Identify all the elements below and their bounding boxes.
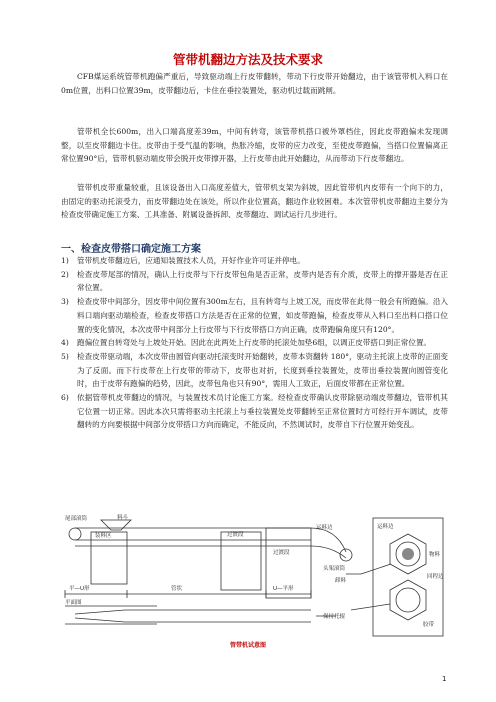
label-flat-to-u: 平—U形: [69, 586, 90, 592]
intro-paragraph-1: CFB煤运系统管带机跑偏严重后，导致驱动端上行皮带翻转，带动下行皮带开始翻边，由于该管带机入料口在0m位置，出料口位置39m，皮带翻边后，卡住在垂拉装置处，驱动机过载而跳闸。: [61, 72, 448, 95]
list-item-number: 6): [61, 393, 69, 403]
leader-line: [351, 604, 390, 610]
label-retaining-rollers: 保持托辊: [323, 614, 346, 620]
material-fill: [402, 548, 414, 560]
conveyor-schematic-figure: [61, 514, 448, 639]
lower-tube-circle: [396, 588, 420, 612]
list-item-text: 管带机皮带翻边后，应通知装置技术人员，开好作业许可证并停电。: [77, 256, 305, 265]
label-carry-edge: 运料边: [316, 525, 333, 531]
label-u-to-flat: U—平形: [273, 586, 294, 592]
leader-line: [346, 564, 391, 574]
label-discharge: 卸料: [335, 578, 347, 584]
roll-section-box: [221, 532, 261, 590]
lower-hexagon-frame: [390, 580, 426, 620]
hopper-shape: [101, 520, 131, 530]
list-item: [61, 336, 448, 350]
list-item-number: 5): [61, 351, 69, 361]
label-roll-section: 过渡段: [273, 550, 290, 556]
label-feed: 料斗: [117, 515, 129, 521]
list-item-number: 1): [61, 256, 69, 265]
list-item: [61, 350, 448, 391]
figure-caption: 管带机试意图: [229, 642, 266, 649]
label-tail-roller: 尾部滚筒: [65, 516, 88, 522]
list-item-text: 检查皮带中间部分，因皮带中间位置有300m左右，且有转弯与上坡工况，而皮带在此得一般会有所跑偏。沿入料口端向驱动端检查，检查皮带搭口方法是否在正常的位置，如皮带跑偏，检查皮带从入料口至出料口搭口位置的变化情况，本次皮带中间部分上行皮带与下行皮带搭口方向正确，皮带跑偏角度只有120°。: [77, 297, 449, 334]
intro-paragraph-2: 管带机全长600m，出入口端高度差39m，中间有转弯，该管带机搭口被外罩档住，因此皮带跑偏未发现调整，以至皮带翻边卡住。皮带由于受气温的影响，热胀冷缩，皮带的应力改变，至使皮带跑偏，当搭口位置偏离正常位置90°后，管带机驱动端皮带会脱开皮带撑开器，上行皮带由此开始翻边，从而带动下行皮带翻边。: [61, 127, 448, 164]
list-item-number: 2): [61, 269, 69, 279]
list-item: [61, 254, 448, 268]
tail-pulley-shape: [69, 528, 81, 540]
label-material: 物料: [429, 552, 441, 558]
list-item-text: 跑偏位置自转弯处与上坡处开始。因此在此两处上行皮带的托滚处加垫6组，以调正皮带搭口到正常位置。: [77, 338, 432, 348]
list-item-text: 检查皮带驱动端，本次皮带由圆管向驱动托滚变时开始翻转，皮带本资翻转 180°，驱动主托滚上皮带的正面变为了反面。而下行皮带在上行皮带的带动下，皮带也对折，长度到垂拉装置处，皮带出垂拉装置向圆管变化时，由于皮带有跑偏的趋势，因此，皮带包角也只有90°，需用人工致正，后面皮带都在正常位置。: [77, 351, 448, 389]
section-heading: 一、检查皮带搭口确定施工方案: [61, 244, 201, 255]
list-item: [61, 268, 448, 295]
label-return-edge: 回程边: [427, 574, 444, 580]
intro-paragraph-3: 管带机皮带重量较重，且该设备出入口高度差值大，管带机支架为斜坡，因此管带机内皮带有一个向下的力，由固定的驱动托滚受力，而皮带翻边处在该处，所以作业位置高，翻边作业较困难。本次管带机皮带翻边主要分为检查皮带确定施工方案、工具准备、附属设备拆卸、皮带翻边、调试运行几步进行。: [61, 183, 448, 220]
steps-list: [61, 254, 448, 432]
label-feed-area: 装料区: [95, 533, 112, 539]
label-plan-view: 平面图: [65, 600, 82, 606]
plan-divider: [65, 606, 157, 624]
list-item-number: 3): [61, 297, 69, 307]
list-item-text: 检查皮带尾部的情况，确认上行皮带与下行皮带包角是否正常，皮带内是否有介质，皮带上的撑开器是否在正常位置。: [77, 269, 448, 293]
page-number: 1: [442, 675, 447, 683]
tube-belt-line: [75, 546, 346, 558]
list-item: [61, 391, 448, 432]
label-carry-edge-section: 运料边: [377, 524, 394, 530]
list-item-number: 4): [61, 338, 69, 348]
label-belt: 胶带: [423, 622, 435, 628]
label-bend-section: 过渡段: [227, 532, 244, 538]
document-title: 管带机翻边方法及技术要求: [172, 52, 323, 67]
plan-belt: [75, 610, 311, 622]
label-head-roller: 头架滚筒: [323, 566, 346, 572]
list-item-text: 依据管带机皮带翻边的情况，与装置技术员讨论施工方案。经检查皮带确认皮带除驱动端皮带翻边，管带机其它位置一切正常。因此本次只需将驱动主托滚上与垂拉装置处皮带翻转至正常位置时方可经行开车调试，皮带翻转的方向要根据中间部分皮带搭口方向而确定，不能反向，不然调试时，皮带自下行位置开始变乱。: [77, 393, 448, 430]
list-item: [61, 295, 448, 336]
label-tube-shape: 管状: [171, 586, 183, 592]
